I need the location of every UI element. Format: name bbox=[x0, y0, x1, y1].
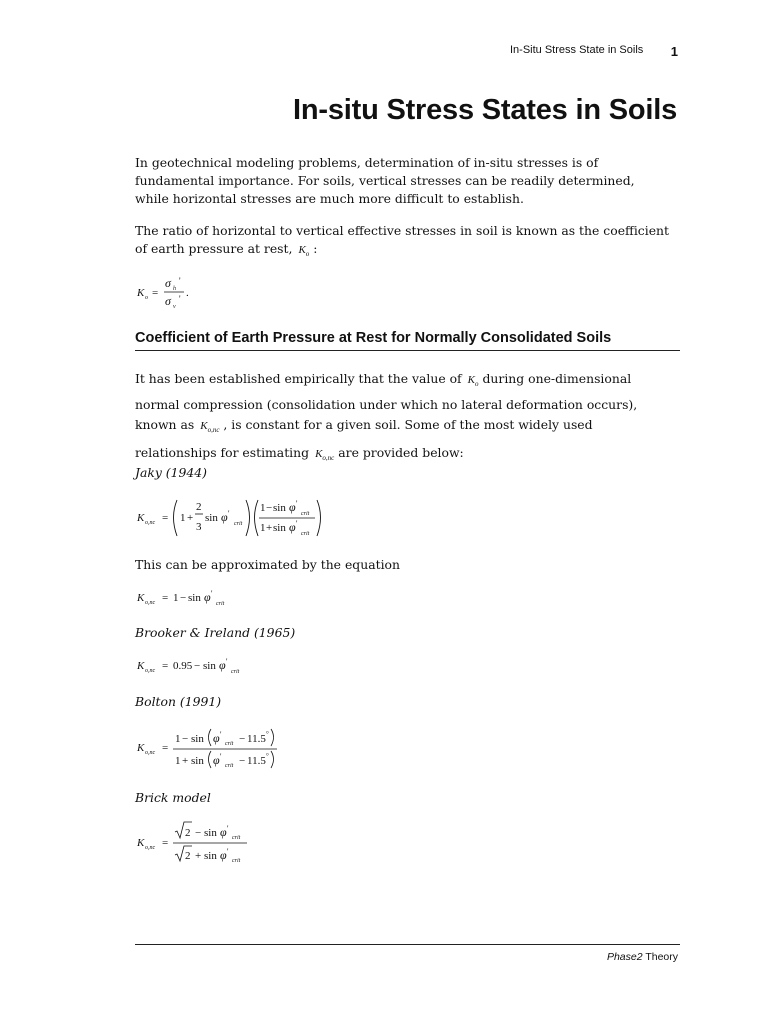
method-label-bolton: Bolton (1991) bbox=[135, 694, 222, 709]
svg-text:−: − bbox=[194, 660, 201, 672]
ratio-line-2 bbox=[135, 240, 680, 263]
method-label-brooker-ireland: Brooker & Ireland (1965) bbox=[135, 625, 296, 640]
equation-brick-model-svg bbox=[135, 819, 295, 869]
svg-text:11.5: 11.5 bbox=[247, 733, 266, 745]
svg-text:crit: crit bbox=[301, 531, 310, 537]
method-label-jaky: Jaky (1944) bbox=[135, 465, 208, 480]
body-line-4: relationships for estimating $K_{o,nc}$ are provided below: bbox=[135, 445, 464, 463]
equation-brooker-ireland bbox=[135, 654, 295, 676]
svg-text:o,nc: o,nc bbox=[145, 750, 156, 756]
eq1-sub-o: o bbox=[145, 295, 148, 301]
svg-text:': ' bbox=[296, 519, 298, 528]
equation-bolton-svg bbox=[135, 724, 335, 774]
intro-line-3: while horizontal stresses are much more difficult to establish. bbox=[135, 191, 524, 206]
eq1-sub-h: h bbox=[173, 286, 176, 292]
svg-text:φ: φ bbox=[219, 658, 226, 672]
svg-text:−: − bbox=[182, 733, 189, 745]
equation-brooker-ireland-svg bbox=[135, 654, 295, 676]
eq1-period: . bbox=[186, 287, 189, 299]
ratio-paragraph bbox=[135, 222, 680, 263]
svg-text:': ' bbox=[220, 730, 222, 739]
svg-text:K: K bbox=[137, 660, 145, 672]
svg-text:°: ° bbox=[266, 752, 269, 760]
page-title: In-situ Stress States in Soils bbox=[293, 94, 677, 126]
eq1-prime-v: ' bbox=[179, 294, 181, 304]
svg-text:sin: sin bbox=[191, 733, 204, 745]
svg-text:1: 1 bbox=[260, 502, 266, 514]
svg-text:−: − bbox=[180, 592, 187, 604]
svg-text:0.95: 0.95 bbox=[173, 660, 193, 672]
svg-text:+: + bbox=[195, 850, 202, 862]
svg-text:K: K bbox=[137, 742, 145, 754]
svg-text:sin: sin bbox=[205, 512, 218, 524]
svg-text:o,nc: o,nc bbox=[145, 845, 156, 851]
ko-inline-symbol-2: $K_o$ bbox=[467, 374, 479, 389]
svg-text:−: − bbox=[239, 755, 246, 767]
svg-text:2: 2 bbox=[185, 850, 191, 862]
ratio-line-2-colon: : bbox=[313, 241, 318, 256]
equation-bolton bbox=[135, 724, 335, 774]
eq1-sigma-v: σ bbox=[165, 294, 171, 308]
svg-text:crit: crit bbox=[225, 763, 234, 769]
svg-text:': ' bbox=[227, 824, 229, 833]
approximation-text: This can be approximated by the equation bbox=[135, 557, 400, 572]
svg-text:−: − bbox=[195, 827, 202, 839]
eq1-equals: = bbox=[152, 287, 159, 299]
svg-text:crit: crit bbox=[234, 521, 243, 527]
svg-text:1: 1 bbox=[175, 733, 181, 745]
svg-text:crit: crit bbox=[231, 669, 240, 675]
svg-text:=: = bbox=[162, 837, 169, 849]
svg-text:o,nc: o,nc bbox=[145, 520, 156, 526]
ratio-line-2-text: of earth pressure at rest, bbox=[135, 241, 293, 256]
svg-text:crit: crit bbox=[225, 741, 234, 747]
svg-text:φ: φ bbox=[220, 825, 227, 839]
svg-text:K: K bbox=[137, 837, 145, 849]
svg-text:+: + bbox=[266, 522, 273, 534]
body-line-3: known as $K_{o,nc}$ , is constant for a given soil. Some of the most widely used bbox=[135, 417, 593, 435]
svg-text:1: 1 bbox=[173, 592, 179, 604]
equation-brick-model bbox=[135, 819, 295, 869]
svg-text:sin: sin bbox=[188, 592, 201, 604]
svg-text:': ' bbox=[211, 589, 213, 598]
equation-jaky-svg bbox=[135, 494, 335, 542]
eq1-sub-v: v bbox=[173, 304, 176, 310]
svg-text:3: 3 bbox=[196, 521, 202, 533]
eq1-prime-h: ' bbox=[179, 276, 181, 286]
svg-text:K: K bbox=[137, 592, 145, 604]
footer-divider bbox=[135, 944, 680, 945]
ko-inline-symbol: $K_o$ bbox=[298, 244, 310, 259]
svg-text:sin: sin bbox=[191, 755, 204, 767]
intro-paragraph bbox=[135, 154, 680, 208]
page-number: 1 bbox=[670, 44, 678, 59]
svg-text:=: = bbox=[162, 660, 169, 672]
svg-text:φ: φ bbox=[289, 500, 296, 514]
section-heading: Coefficient of Earth Pressure at Rest for Normally Consolidated Soils bbox=[135, 330, 680, 351]
svg-text:': ' bbox=[228, 509, 230, 518]
svg-text:1: 1 bbox=[175, 755, 181, 767]
svg-text:': ' bbox=[227, 847, 229, 856]
svg-text:=: = bbox=[162, 592, 169, 604]
body-paragraph bbox=[135, 369, 680, 470]
konc-inline-symbol-2: $K_{o,nc}$ bbox=[315, 448, 335, 463]
equation-approx-svg bbox=[135, 586, 275, 608]
svg-text:=: = bbox=[162, 742, 169, 754]
svg-text:crit: crit bbox=[216, 601, 225, 607]
svg-text:φ: φ bbox=[221, 510, 228, 524]
svg-text:1: 1 bbox=[180, 512, 186, 524]
intro-line-2: fundamental importance. For soils, vertical stresses can be readily determined, bbox=[135, 173, 635, 188]
svg-text:': ' bbox=[220, 752, 222, 761]
svg-text:o,nc: o,nc bbox=[145, 600, 156, 606]
svg-text:crit: crit bbox=[232, 858, 241, 864]
svg-text:°: ° bbox=[266, 730, 269, 738]
eq1-sigma-h: σ bbox=[165, 276, 171, 290]
svg-text:sin: sin bbox=[203, 660, 216, 672]
method-label-brick-model: Brick model bbox=[135, 790, 211, 805]
equation-jaky bbox=[135, 494, 335, 542]
running-header-title: In-Situ Stress State in Soils bbox=[510, 44, 644, 56]
svg-text:crit: crit bbox=[232, 835, 241, 841]
svg-text:': ' bbox=[226, 657, 228, 666]
svg-text:11.5: 11.5 bbox=[247, 755, 266, 767]
svg-text:+: + bbox=[187, 512, 194, 524]
svg-text:crit: crit bbox=[301, 511, 310, 517]
body-line-1: It has been established empirically that the value of $K_o$ during one-dimensional bbox=[135, 371, 632, 389]
svg-text:2: 2 bbox=[196, 501, 202, 513]
svg-text:φ: φ bbox=[213, 753, 220, 767]
equation-ko-definition bbox=[135, 274, 215, 316]
konc-inline-symbol: $K_{o,nc}$ bbox=[200, 420, 220, 435]
svg-text:−: − bbox=[239, 733, 246, 745]
svg-text:K: K bbox=[137, 512, 145, 524]
svg-text:φ: φ bbox=[220, 848, 227, 862]
svg-text:φ: φ bbox=[204, 590, 211, 604]
footer bbox=[607, 951, 678, 963]
svg-text:+: + bbox=[182, 755, 189, 767]
footer-product-name: Phase2 bbox=[606, 951, 643, 963]
svg-text:': ' bbox=[296, 499, 298, 508]
svg-text:sin: sin bbox=[273, 522, 286, 534]
svg-text:−: − bbox=[266, 502, 273, 514]
footer-label: Theory bbox=[645, 951, 678, 963]
svg-text:1: 1 bbox=[260, 522, 266, 534]
equation-ko-definition-svg bbox=[135, 274, 215, 316]
svg-text:φ: φ bbox=[213, 731, 220, 745]
svg-text:=: = bbox=[162, 512, 169, 524]
svg-text:2: 2 bbox=[185, 827, 191, 839]
ratio-line-1: The ratio of horizontal to vertical effective stresses in soil is known as the coefficient bbox=[135, 223, 669, 238]
body-line-2: normal compression (consolidation under which no lateral deformation occurs), bbox=[135, 397, 638, 413]
svg-text:φ: φ bbox=[289, 520, 296, 534]
svg-text:o,nc: o,nc bbox=[145, 668, 156, 674]
eq1-k: K bbox=[137, 287, 145, 299]
svg-text:sin: sin bbox=[204, 850, 217, 862]
svg-text:sin: sin bbox=[273, 502, 286, 514]
svg-text:sin: sin bbox=[204, 827, 217, 839]
intro-line-1: In geotechnical modeling problems, determination of in-situ stresses is of bbox=[135, 155, 599, 170]
equation-approx bbox=[135, 586, 275, 608]
